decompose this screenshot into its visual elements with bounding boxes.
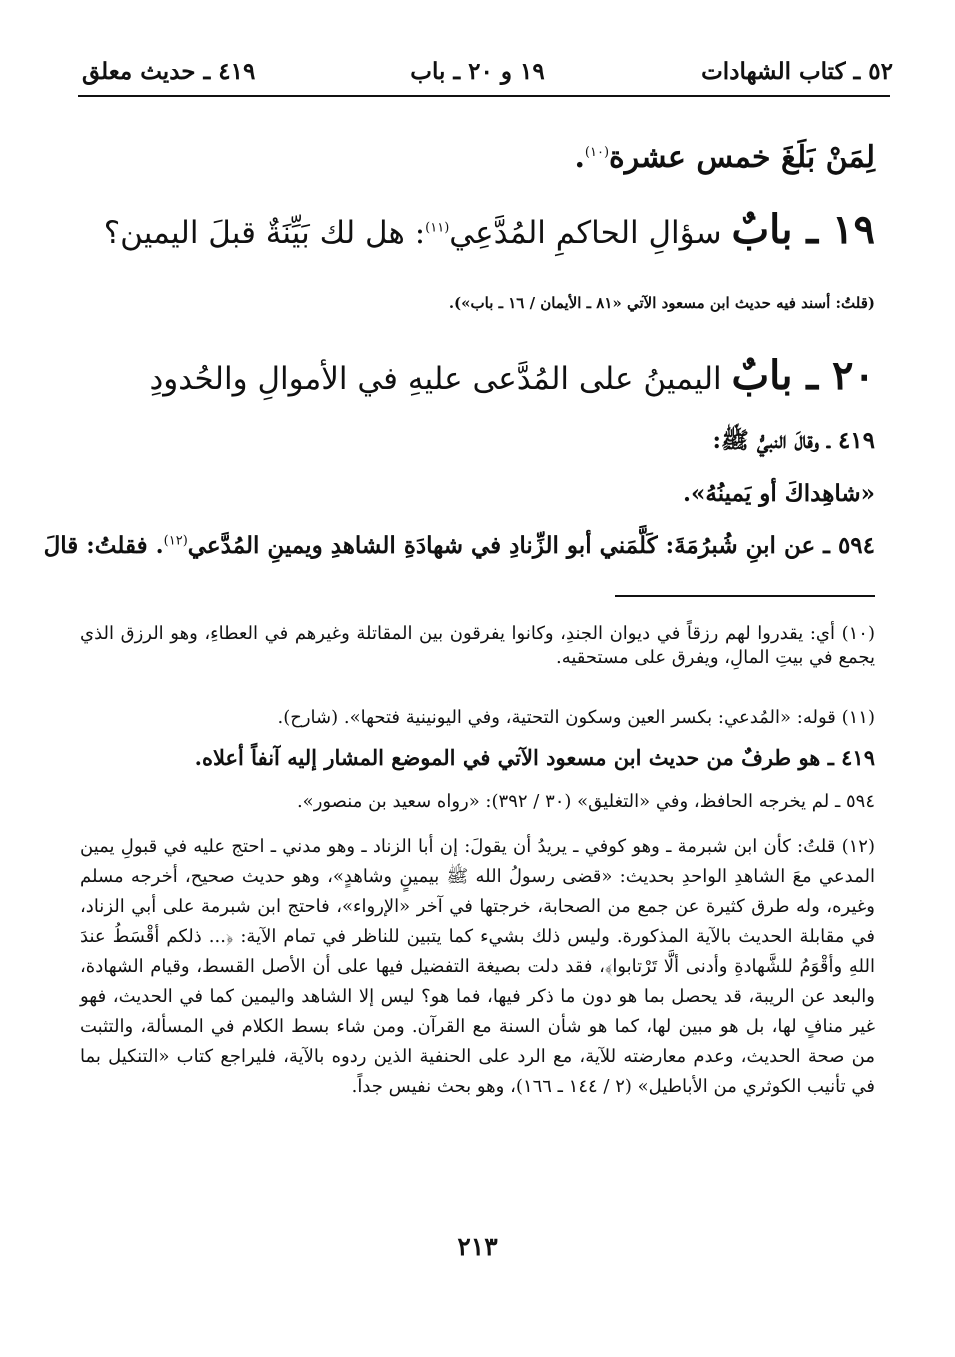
footnote-12: (١٢) قلتُ: كأن ابن شبرمة ـ وهو كوفي ـ يريدُ أن يقولَ: إن أبا الزناد ـ وهو مدني ـ احتج عليه في قبولِ يمين المدعي معَ الشاهدِ الواحدِ بحديث: «قضى رسولُ الله ﷺ بيمينٍ وشاهدٍ»، وهو حديث صحيح، أخرجه مسلم وغيره، وله طرق كثيرة عن جمع من الصحابة، خرجتها في آخر «الإرواء»، فاحتج ابن شبرمة على أبي الزناد، في مقابلة الحديث بالآية المذكورة. وليس ذلك بشيء كما يتبين للناظر في تمام الآية: ﴿... ذلكم أقْسَطُ عندَ اللهِ وأقْوَمُ للشَّهادةِ وأدنى ألَّا تَرْتابوا﴾، فقد دلت بصيغة التفضيل فيها على أن الأصل القسط، وقيام الشهادة، والبعد عن الريبة، قد يحصل بما هو دون ما ذكر فيها، فما هو؟ ليس إلا الشاهد واليمين كما في الحديث، فهو غير منافٍ لها، بل هو مبين لها، كما هو شأن السنة مع القرآن. ومن شاء بسط الكلام في المسألة، والتثبت من صحة الحديث، وعدم معارضته للآية، مع الرد على الحنفية الذين ردوه بالآية، فليراجع كتاب «التنكيل بما في تأنيب الكوثري من الأباطيل» (٢ / ١٤٤ ـ ١٦٦)، وهو بحث نفيس جداً. (80, 836, 875, 1097)
chapter-19-title: سؤالِ الحاكمِ المُدَّعِي (449, 215, 722, 251)
chapter-19-title-end: : هل لك بَيِّنَةٌ قبلَ اليمين؟ (103, 215, 426, 251)
editor-note: (قلتُ: أسند فيه حديث ابن مسعود الآتي «٨١ ـ الأيمان / ١٦ ـ باب»). (448, 294, 875, 312)
chapter-20-heading (150, 352, 876, 399)
footnote-separator (615, 595, 875, 597)
chapter-19-heading (104, 206, 875, 253)
header-hadith-ref: ٤١٩ ـ حديث معلق (82, 58, 256, 85)
continuation-line (574, 140, 875, 175)
chapter-19-number: ١٩ ـ بابٌ (731, 206, 875, 253)
continuation-end: . (574, 140, 585, 175)
hadith-419: ٤١٩ ـ وقالَ النبيُّ ﷺ: (712, 427, 875, 454)
chapter-20-title: اليمينُ على المُدَّعى عليهِ في الأموالِ والحُدودِ (149, 361, 722, 397)
header-rule (78, 95, 890, 97)
footnote-ref-11: (١١) (425, 220, 450, 236)
footnote-10: (١٠) أي: يقدروا لهم رزقاً في ديوان الجندِ، وكانوا يفرقون بين المقاتلة وغيرهم في العطاءِ، وهو الرزق الذي يجمع في بيتِ المالِ، ويفرق على مستحقيه. (80, 623, 875, 668)
athar-594-text: ٥٩٤ ـ عن ابنِ شُبرُمَةَ: كَلَّمَني أبو الزِّنادِ في شهادَةِ الشاهدِ ويمينِ المُدَّعي (187, 532, 875, 559)
hadith-419-quote: «شاهِداكَ أو يَمينُهُ». (682, 480, 875, 507)
footnote-ref-12: (١٢) (163, 533, 188, 549)
athar-594-end: . فقلتُ: قالَ (43, 532, 164, 559)
footnote-419: ٤١٩ ـ هو طرفٌ من حديث ابن مسعود الآتي في الموضع المشار إليه آنفاً أعلاه. (194, 745, 875, 770)
header-book-title: ٥٢ ـ كتاب الشهادات (701, 58, 893, 85)
chapter-20-number: ٢٠ ـ بابٌ (731, 352, 875, 399)
page-number: ٢١٣ (457, 1232, 498, 1261)
header-chapter-range: ١٩ و ٢٠ ـ باب (410, 58, 545, 85)
footnote-11: (١١) قوله: «المُدعي: بكسر العين وسكون التحتية، وفي اليونينية فتحها». (شارح). (277, 707, 875, 728)
continuation-text: لِمَنْ بَلَغَ خمس عشرة (609, 140, 875, 175)
footnote-ref-10: (١٠) (584, 145, 610, 160)
athar-594 (44, 532, 875, 559)
footnote-594: ٥٩٤ ـ لم يخرجه الحافظ، وفي «التغليق» (٣٠ / ٣٩٢): «رواه سعيد بن منصور». (296, 791, 875, 812)
